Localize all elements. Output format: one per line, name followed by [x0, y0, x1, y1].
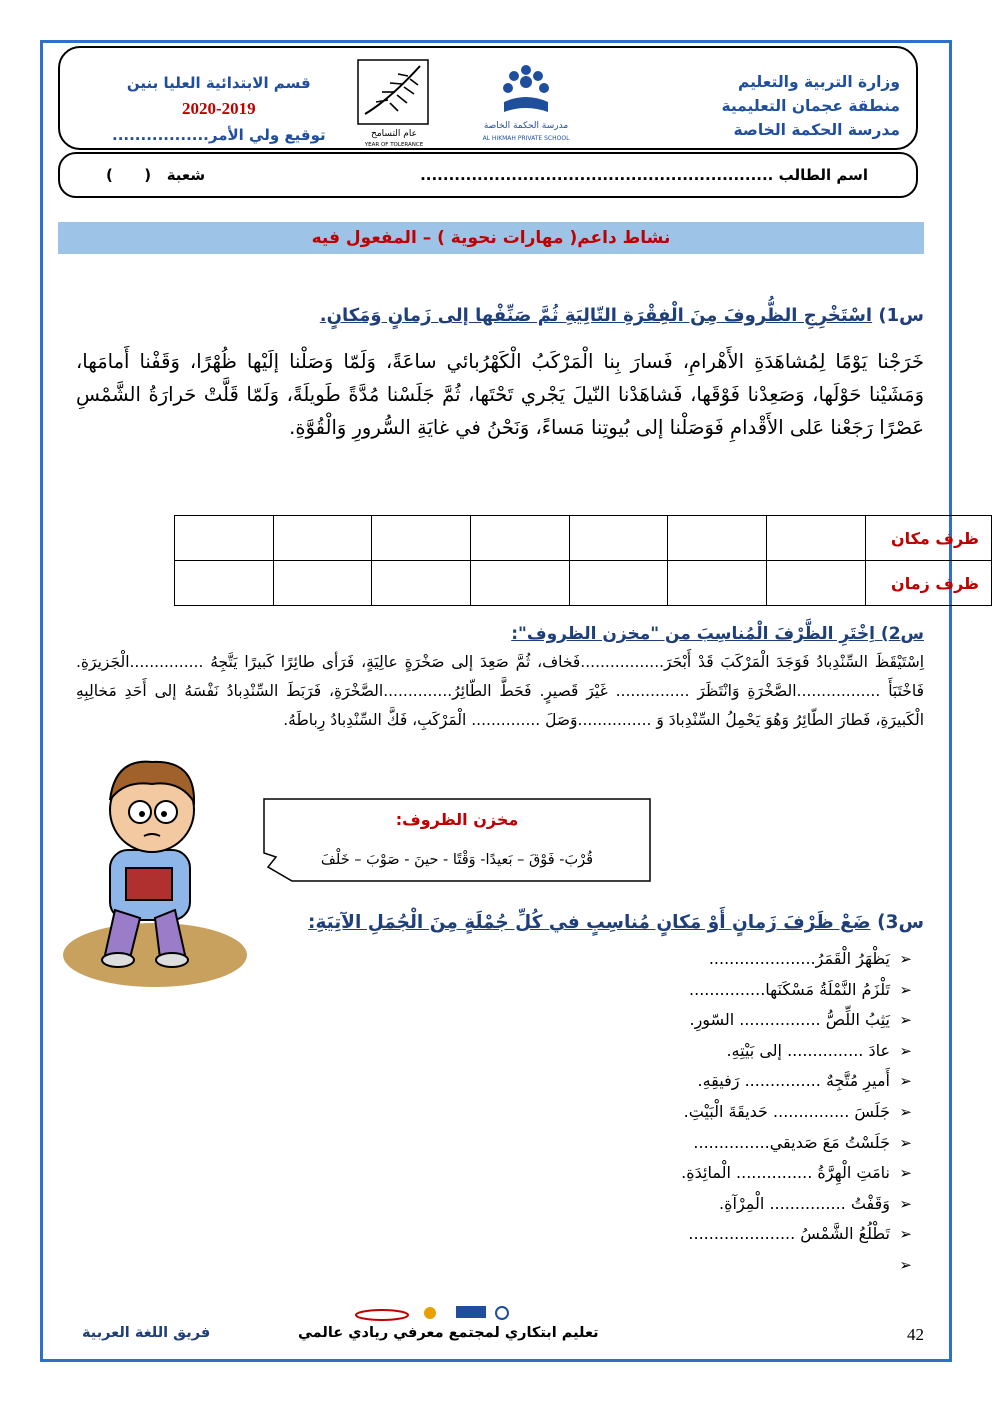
question-3-text: ضَعْ ظَرْفَ زَمانٍ أَوْ مَكانٍ مُناسِبٍ في كُلِّ جُمْلَةٍ مِنَ الْجُمَلِ الآتِيَةِ:: [308, 912, 871, 933]
row-label-place: ظرف مكان: [865, 516, 991, 561]
answer-cell[interactable]: [273, 561, 372, 606]
list-item[interactable]: [681, 1005, 912, 1036]
arrow-bullet-icon: ➢: [899, 950, 912, 968]
answer-cell[interactable]: [668, 561, 767, 606]
parent-signature: توقيع ولي الأمر.................: [112, 126, 326, 144]
answer-cell[interactable]: [471, 516, 570, 561]
student-name-field[interactable]: اسم الطالب ..............................................................: [420, 166, 868, 184]
arrow-bullet-icon: ➢: [899, 1164, 912, 1183]
answer-cell[interactable]: [569, 516, 668, 561]
school-logo: [466, 62, 586, 146]
question-1-paragraph: خَرَجْنا يَوْمًا لِمُشاهَدَةِ الأَهْرامِ، فَسارَ بِنا الْمَرْكَبُ الْكَهْرُبائي ساعَةً، وَلَمّا وَصَلْنا إلَيْها ظُهْرًا، وَقَفْنا أَمامَها، وَمَشَيْنا حَوْلَها، وَصَعِدْنا فَوْقَها، فَشاهَدْنا النّيلَ يَجْري تَحْتَها، ثُمَّ جَلَسْنا مُدَّةً طَويلَةً، وَلَمّا قَلَّتْ حَرارَةُ الشَّمْسِ عَصْرًا رَجَعْنا عَلى الأَقْدامِ فَوَصَلْنا إلى بُيوتِنا مَساءً، وَنَحْنُ في غايَةِ السُّرورِ وَالْقُوَّةِ.: [76, 350, 924, 439]
question-1-text: اسْتَخْرِجِ الظُّروفَ مِنَ الْفِقْرَةِ التّالِيَةِ ثُمَّ صَنِّفْها إلى زَمانٍ وَمَكانٍ.: [319, 305, 873, 326]
list-item[interactable]: [681, 1189, 912, 1220]
table-row: [175, 561, 992, 606]
department-line: قسم الابتدائية العليا بنين: [126, 74, 311, 92]
answer-cell[interactable]: [175, 561, 274, 606]
arrow-bullet-icon: ➢: [899, 1194, 912, 1213]
answer-cell[interactable]: [471, 561, 570, 606]
footer-partner-logos: [352, 1303, 532, 1323]
question-2: [511, 624, 924, 644]
answer-cell[interactable]: [273, 516, 372, 561]
sentence-text: أَميرِ مُتَّجِهٌ ............... رَفيقِهِ.: [697, 1071, 890, 1091]
answer-cell[interactable]: [372, 516, 471, 561]
answer-cell[interactable]: [175, 516, 274, 561]
answer-cell[interactable]: [569, 561, 668, 606]
footer-team: فريق اللغة العربية: [82, 1325, 211, 1341]
list-item[interactable]: [681, 1036, 912, 1067]
classification-table: [174, 515, 992, 606]
academic-year: 2020-2019: [181, 99, 256, 118]
question-3-number: س3): [877, 912, 924, 933]
question-3-list: [681, 944, 912, 1281]
word-bank-words: قُرْبَ- فَوْقَ – بَعيدًا- وَقْتًا - حينَ - صَوْبَ – خَلْفَ: [320, 852, 594, 868]
question-2-text: اِخْتَرِ الظَّرْفَ الْمُناسِبَ من "مخزن الظروف":: [511, 624, 875, 644]
school-logo-ar: مدرسة الحكمة الخاصة: [483, 121, 569, 131]
page-number: 42: [907, 1325, 924, 1344]
zone-line: منطقة عجمان التعليمية: [721, 97, 900, 115]
sentence-text: يَثِبُ اللِّصُّ ................ السّورِ.: [689, 1010, 890, 1030]
sentence-text: جَلَسَ ............... حَديقَةَ الْبَيْتِ.: [683, 1101, 890, 1121]
arrow-bullet-icon: ➢: [899, 1011, 912, 1030]
student-info-bar: [58, 152, 918, 198]
tolerance-logo-ar: عام التسامح: [371, 129, 417, 139]
sentence-text: نامَتِ الْهِرَّةُ ............... الْمائِدَةِ.: [681, 1163, 890, 1183]
sentence-text: يَظْهَرُ الْقَمَرُ.....................: [708, 949, 890, 968]
arrow-bullet-icon: ➢: [899, 1102, 912, 1121]
list-item[interactable]: [681, 975, 912, 1006]
question-1-number: س1): [878, 305, 924, 326]
section-field[interactable]: شعبة ( ): [106, 166, 206, 184]
question-2-paragraph: اِسْتَيْقَظَ السِّنْدِبادُ فَوَجَدَ الْمَرْكَبَ قَدْ أَبْحَرَ.................فَخاف، ثُمَّ صَعِدَ إلى صَخْرَةٍ عالِيَةٍ، فَرَأى طائِرًا كَبيرًا يَتَّجِهُ ...............الْجَزيرَةِ. فَاخْتَبَأَ .................الصَّخْرَةِ وَانْتَظَرَ ............... غَيْرَ قَصيرٍ. فَحَطَّ الطّائِرُ..............الصَّخْرَةِ، فَرَبَطَ السِّنْدِبادُ نَفْسَهُ إلى أَحَدِ مَخالِبِهِ الْكَبيرَةِ، فَطارَ الطّائِرُ وَهُوَ يَحْمِلُ السِّنْدِبادَ وَ ...............وَصَلَ .............. الْمَرْكَبِ، فَكَّ السِّنْدِبادُ رِباطَهُ.: [76, 653, 924, 729]
question-2-number: س2): [880, 624, 924, 644]
footer-slogan: تعليم ابتكاري لمجتمع معرفي ريادي عالمي: [298, 1325, 599, 1341]
list-item[interactable]: [681, 1066, 912, 1097]
arrow-bullet-icon: ➢: [899, 1041, 912, 1060]
list-item[interactable]: [681, 1097, 912, 1128]
department-block: [112, 70, 326, 148]
arrow-bullet-icon: ➢: [899, 980, 912, 999]
sentence-text: وَقَفْتُ ............... الْمِرْآةِ.: [719, 1193, 890, 1213]
list-item[interactable]: [681, 1250, 912, 1281]
table-row: [175, 516, 992, 561]
sentence-text: عادَ ............... إلى بَيْتِهِ.: [726, 1040, 890, 1060]
ministry-block: [721, 70, 900, 142]
sentence-text: تَلْزَمُ النَّمْلَةُ مَسْكَنَها...............: [689, 979, 890, 999]
sentence-text: تَطْلُعُ الشَّمْسُ .....................: [688, 1224, 890, 1244]
school-header: [58, 46, 918, 150]
list-item[interactable]: [681, 1128, 912, 1159]
list-item[interactable]: [681, 1219, 912, 1250]
answer-cell[interactable]: [767, 516, 866, 561]
arrow-bullet-icon: ➢: [899, 1072, 912, 1091]
word-bank-title: مخزن الظروف:: [395, 810, 519, 829]
school-line: مدرسة الحكمة الخاصة: [733, 121, 900, 139]
list-item[interactable]: [681, 1158, 912, 1189]
answer-cell[interactable]: [372, 561, 471, 606]
tolerance-logo-en: YEAR OF TOLERANCE: [364, 142, 424, 148]
arrow-bullet-icon: ➢: [899, 1133, 912, 1152]
arrow-bullet-icon: ➢: [899, 1225, 912, 1244]
school-logo-en: AL HIKMAH PRIVATE SCHOOL: [482, 135, 570, 142]
answer-cell[interactable]: [668, 516, 767, 561]
question-1: [320, 305, 924, 326]
year-of-tolerance-logo: [350, 54, 440, 148]
row-label-time: ظرف زمان: [865, 561, 991, 606]
worksheet-title: نشاط داعم( مهارات نحوية ) – المفعول فيه: [58, 222, 924, 254]
boy-reading-illustration: [60, 740, 250, 990]
arrow-bullet-icon: ➢: [899, 1255, 912, 1274]
list-item[interactable]: [681, 944, 912, 975]
sentence-text: جَلَسْتُ مَعَ صَديقي...............: [693, 1132, 890, 1152]
question-3: [308, 912, 924, 933]
ministry-line: وزارة التربية والتعليم: [737, 73, 900, 91]
answer-cell[interactable]: [767, 561, 866, 606]
